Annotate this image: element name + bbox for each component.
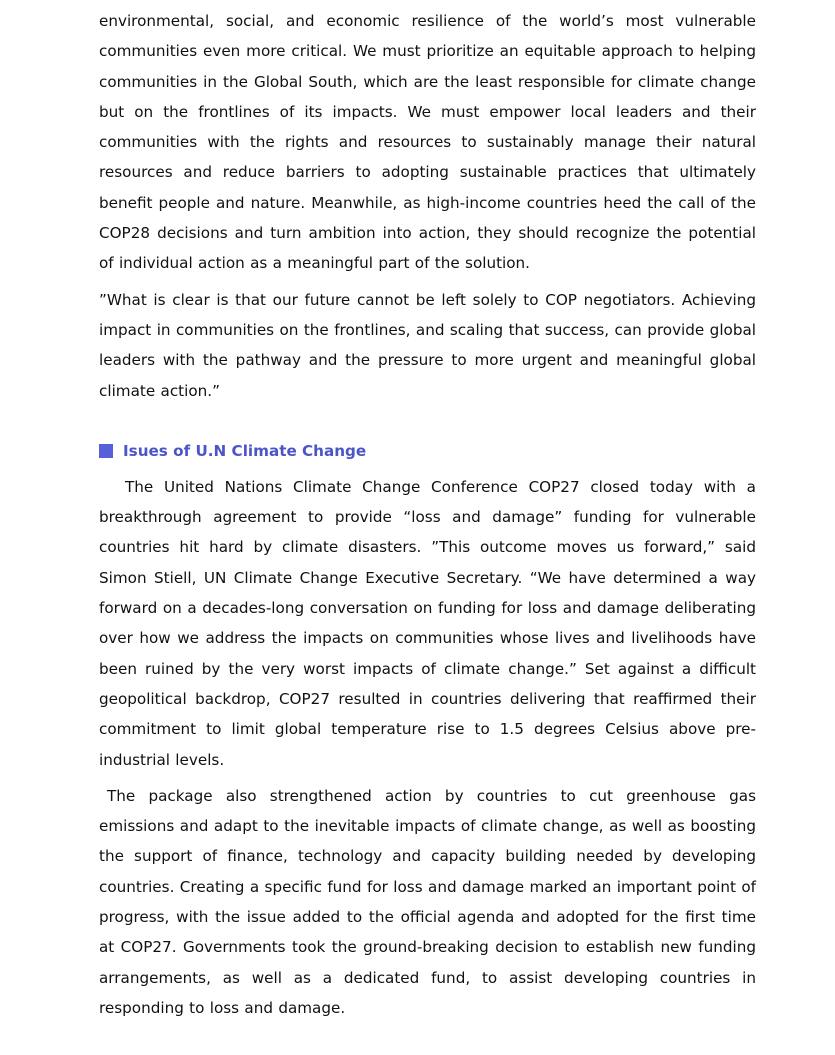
- section-gap: [99, 406, 756, 436]
- section-heading: [99, 436, 756, 466]
- paragraph-quote: ”What is clear is that our future cannot be left solely to COP negotiators. Achieving impact in communities on the frontlines, and scaling that success, can provide global leaders with the pathway and the pressure to more urgent and meaningful global climate action.”: [99, 290, 756, 400]
- paragraph-cop27: The United Nations Climate Change Conference COP27 closed today with a breakthrough agreement to provide “loss and damage” funding for vulnerable countries hit hard by climate disasters. ”This outcome moves us forward,” said Simon Stiell, UN Climate Change Executive Secretary. “We have determined a way forward on a decades-long conversation on funding for loss and damage deliberating over how we address the impacts on communities whose lives and livelihoods have been ruined by the very worst impacts of climate change.” Set against a difficult geopolitical backdrop, COP27 resulted in countries delivering that reaffirmed their commitment to limit global temperature rise to 1.5 degrees Celsius above pre-industrial levels.: [99, 477, 756, 769]
- paragraph-continued: environmental, social, and economic resilience of the world’s most vulnerable communities even more critical. We must prioritize an equitable approach to helping communities in the Global South, which are the least responsible for climate change but on the frontlines of its impacts. We must empower local leaders and their communities with the rights and resources to sustainably manage their natural resources and reduce barriers to adopting sustainable practices that ultimately benefit people and nature. Meanwhile, as high-income countries heed the call of the COP28 decisions and turn ambition into action, they should recognize the potential of individual action as a meaningful part of the solution.: [99, 12, 756, 273]
- document-page: [99, 6, 756, 1023]
- square-bullet-icon: [99, 444, 113, 458]
- paragraph-package: The package also strengthened action by countries to cut greenhouse gas emissions and adapt to the inevitable impacts of climate change, as well as boosting the support of finance, technology and capacity building needed by developing countries. Creating a specific fund for loss and damage marked an important point of progress, with the issue added to the official agenda and adopted for the first time at COP27. Governments took the ground-breaking decision to establish new funding arrangements, as well as a dedicated fund, to assist developing countries in responding to loss and damage.: [99, 786, 756, 1017]
- section-heading-text: Isues of U.N Climate Change: [123, 441, 367, 460]
